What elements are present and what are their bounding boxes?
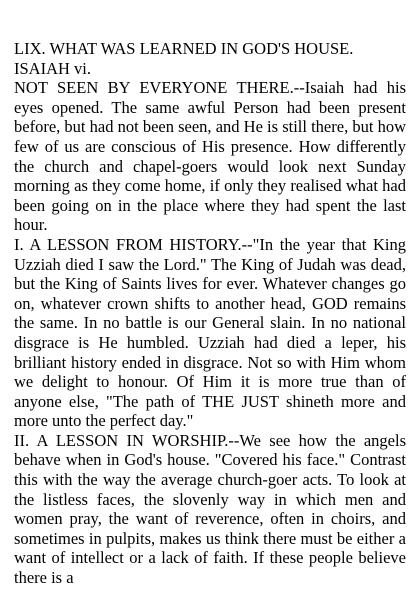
paragraph-not-seen: NOT SEEN BY EVERYONE THERE.--Isaiah had his eyes opened. The same awful Person had been present before, but had not been seen, and He is still there, but how few of us are conscious of His presence. How differently the church and chapel-goers would look next Sunday morning as they come home, if only they realised what had been going on in the place where they had spent the last hour. xyxy=(14,78,406,235)
document-page xyxy=(14,39,406,588)
chapter-heading: LIX. WHAT WAS LEARNED IN GOD'S HOUSE. ISAIAH vi. xyxy=(14,39,354,78)
paragraph-lesson-history: I. A LESSON FROM HISTORY.--"In the year that King Uzziah died I saw the Lord." The King of Judah was dead, but the King of Saints lives for ever. Whatever changes go on, whatever crown shifts to another head, GOD remains the same. In no battle is our General slain. In no national disgrace is He humbled. Uzziah had died a leper, his brilliant history ended in disgrace. Not so with Him whom we delight to honour. Of Him it is more true than of anyone else, "The path of THE JUST shineth more and more unto the perfect day." xyxy=(14,234,406,431)
paragraph-lesson-worship: II. A LESSON IN WORSHIP.--We see how the angels behave when in God's house. "Covered his face." Contrast this with the way the average church-goer acts. To look at the listless faces, the slovenly way in which men and women pray, the want of reverence, often in choirs, and sometimes in pulpits, makes us think there must be either a want of intellect or a lack of faith. If these people believe there is a xyxy=(14,430,406,588)
